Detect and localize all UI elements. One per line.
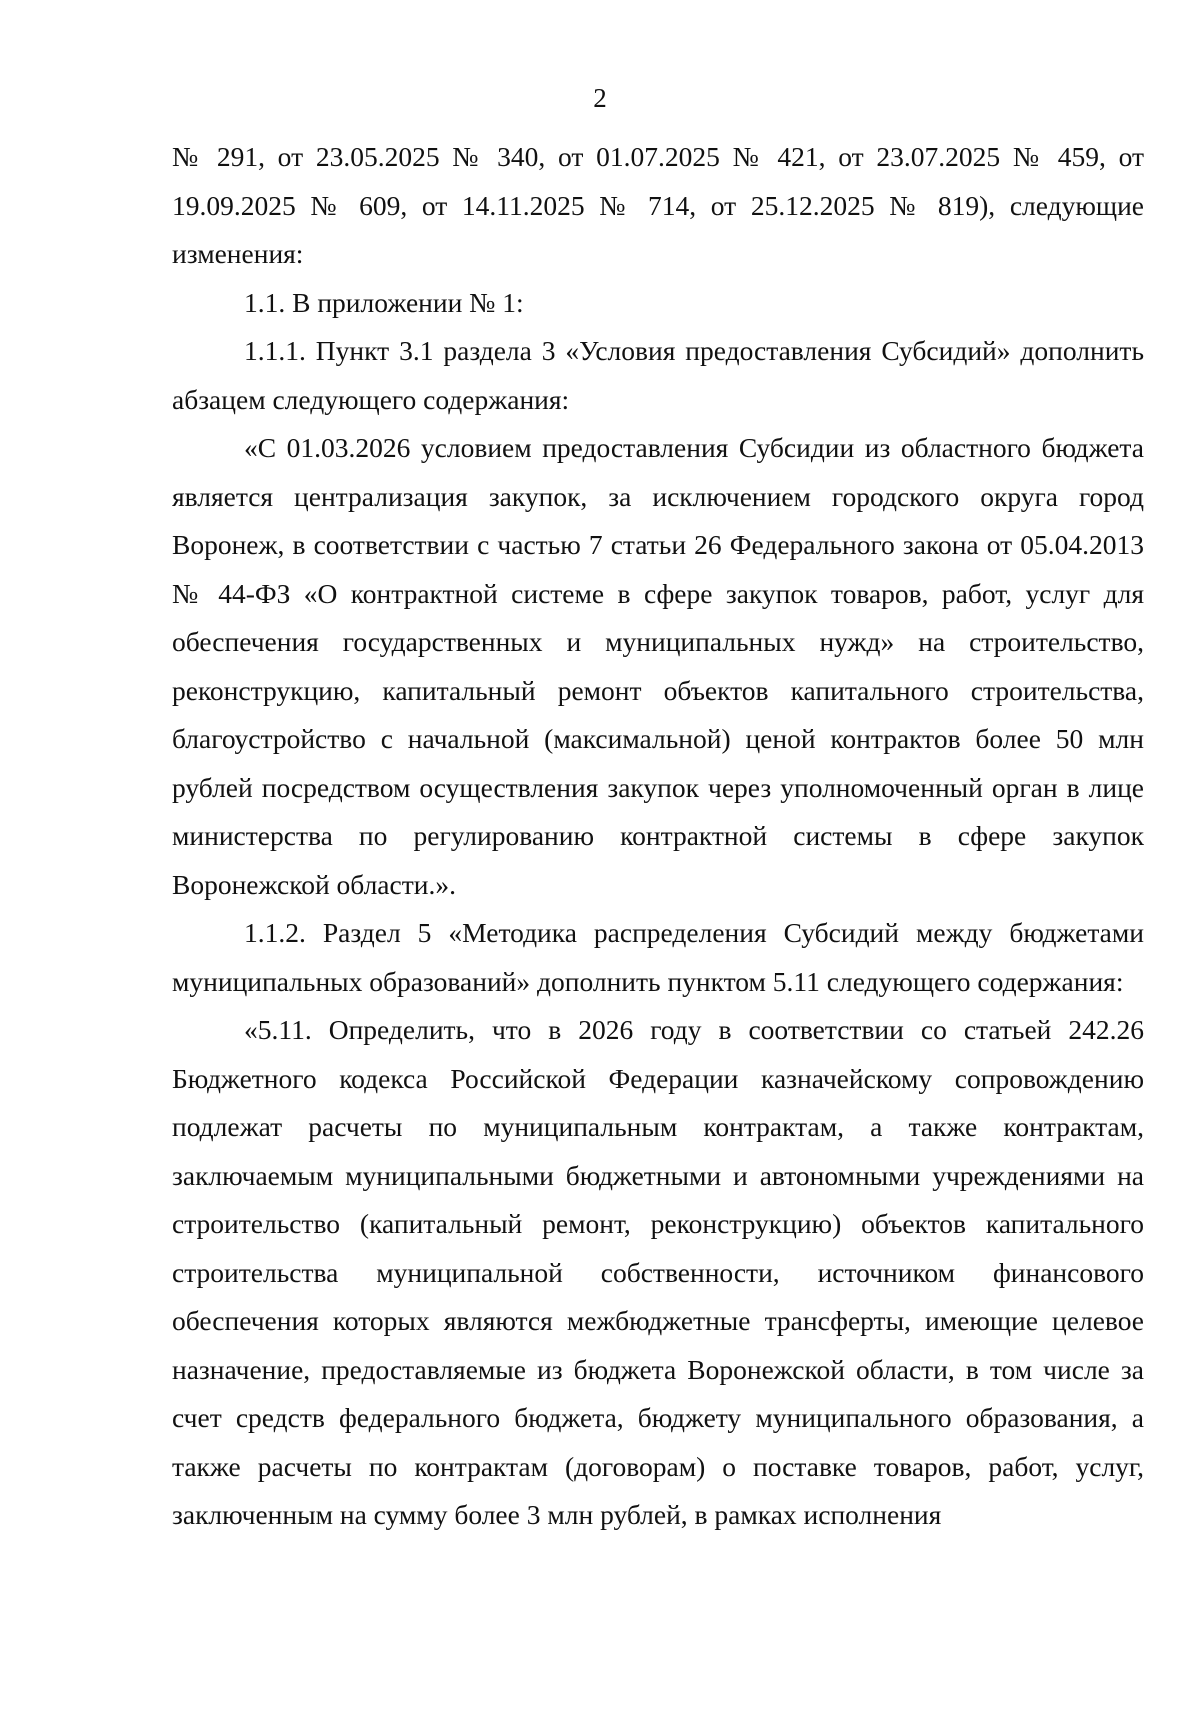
paragraph-5-11-quote: «5.11. Определить, что в 2026 году в соответствии со статьей 242.26 Бюджетного кодекса Российской Федерации казначейскому сопровождению подлежат расчеты по муниципальным контрактам, а также контрактам, заключаемым муниципальными бюджетными и автономными учреждениями на строительство (капитальный ремонт, реконструкцию) объектов капитального строительства муниципальной собственности, источником финансового обеспечения которых являются межбюджетные трансферты, имеющие целевое назначение, предоставляемые из бюджета Воронежской области, в том числе за счет средств федерального бюджета, бюджету муниципального образования, а также расчеты по контрактам (договорам) о поставке товаров, работ, услуг, заключенным на сумму более 3 млн рублей, в рамках исполнения [172, 1014, 1144, 1530]
paragraph-1-1-1: 1.1.1. Пункт 3.1 раздела 3 «Условия предоставления Субсидий» дополнить абзацем следующего содержания: [172, 335, 1144, 415]
document-body [172, 133, 1144, 1540]
paragraph-amendment-list: № 291, от 23.05.2025 № 340, от 01.07.2025 № 421, от 23.07.2025 № 459, от 19.09.2025 № 609, от 14.11.2025 № 714, от 25.12.2025 № 819), следующие изменения: [172, 141, 1144, 269]
page-number: 2 [593, 83, 607, 113]
paragraph-1-1: 1.1. В приложении № 1: [244, 286, 524, 318]
paragraph-1-1-1-quote: «С 01.03.2026 условием предоставления Субсидии из областного бюджета является централизация закупок, за исключением городского округа город Воронеж, в соответствии с частью 7 статьи 26 Федерального закона от 05.04.2013 № 44-ФЗ «О контрактной системе в сфере закупок товаров, работ, услуг для обеспечения государственных и муниципальных нужд» на строительство, реконструкцию, капитальный ремонт объектов капитального строительства, благоустройство с начальной (максимальной) ценой контрактов более 50 млн рублей посредством осуществления закупок через уполномоченный орган в лице министерства по регулированию контрактной системы в сфере закупок Воронежской области.». [172, 432, 1144, 900]
paragraph-1-1-2: 1.1.2. Раздел 5 «Методика распределения Субсидий между бюджетами муниципальных образований» дополнить пунктом 5.11 следующего содержания: [172, 917, 1144, 997]
